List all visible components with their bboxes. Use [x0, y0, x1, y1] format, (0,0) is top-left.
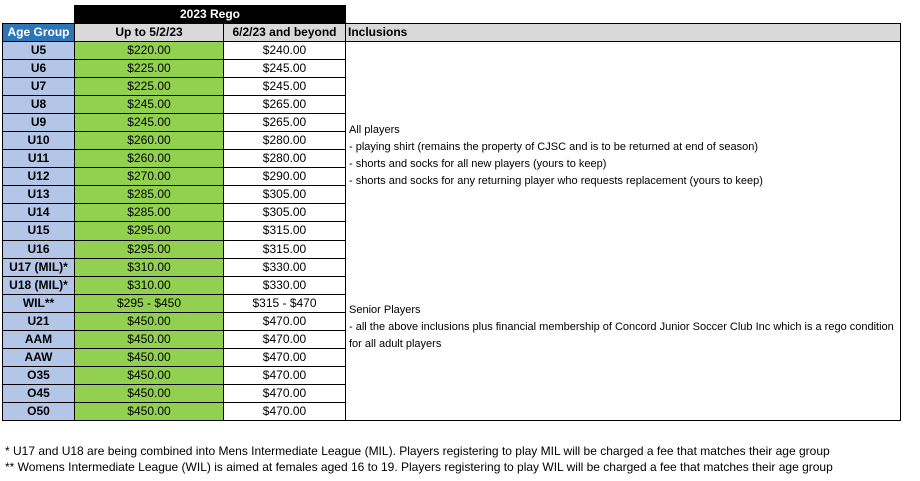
age-group-cell: O50 [3, 402, 75, 420]
late-price-cell: $470.00 [224, 348, 346, 366]
late-price-cell: $315.00 [224, 222, 346, 240]
late-price-cell: $280.00 [224, 150, 346, 168]
late-price-cell: $315.00 [224, 240, 346, 258]
age-group-cell: AAM [3, 330, 75, 348]
age-group-cell: U7 [3, 78, 75, 96]
all-players-inclusions [349, 122, 896, 190]
inclusion-item: - playing shirt (remains the property of CJSC and is to be returned at end of season) [349, 141, 759, 153]
age-group-cell: AAW [3, 348, 75, 366]
age-group-cell: U11 [3, 150, 75, 168]
late-price-cell: $245.00 [224, 60, 346, 78]
early-price-cell: $310.00 [75, 276, 224, 294]
early-price-cell: $295.00 [75, 240, 224, 258]
early-price-cell: $260.00 [75, 132, 224, 150]
early-price-cell: $260.00 [75, 150, 224, 168]
early-price-cell: $245.00 [75, 114, 224, 132]
early-price-cell: $450.00 [75, 366, 224, 384]
early-price-cell: $450.00 [75, 402, 224, 420]
late-price-cell: $330.00 [224, 258, 346, 276]
late-price-cell: $470.00 [224, 330, 346, 348]
age-group-cell: U13 [3, 186, 75, 204]
footnotes [5, 443, 833, 475]
early-price-cell: $270.00 [75, 168, 224, 186]
age-group-cell: U14 [3, 204, 75, 222]
age-group-cell: O45 [3, 384, 75, 402]
early-price-cell: $285.00 [75, 186, 224, 204]
age-group-header: Age Group [3, 24, 75, 42]
age-group-cell: U10 [3, 132, 75, 150]
late-price-cell: $470.00 [224, 366, 346, 384]
column-header-row [3, 24, 901, 42]
year-header-row [3, 6, 901, 24]
late-price-cell: $305.00 [224, 186, 346, 204]
age-group-cell: O35 [3, 366, 75, 384]
senior-players-inclusions [349, 302, 896, 353]
footnote-mil: * U17 and U18 are being combined into Mens Intermediate League (MIL). Players registering to play MIL will be charged a fee that matches their age group [5, 444, 830, 458]
early-price-cell: $450.00 [75, 330, 224, 348]
early-price-cell: $450.00 [75, 348, 224, 366]
early-price-cell: $225.00 [75, 60, 224, 78]
blank-cell [3, 6, 75, 24]
inclusion-item: - shorts and socks for all new players (yours to keep) [349, 158, 607, 170]
early-price-cell: $295.00 [75, 222, 224, 240]
early-price-cell: $450.00 [75, 384, 224, 402]
inclusion-item: - shorts and socks for any returning player who requests replacement (yours to keep) [349, 175, 763, 187]
early-price-cell: $220.00 [75, 42, 224, 60]
age-group-cell: U6 [3, 60, 75, 78]
inclusions-cell [346, 42, 901, 421]
late-price-cell: $470.00 [224, 402, 346, 420]
early-price-cell: $295 - $450 [75, 294, 224, 312]
inclusion-item: - all the above inclusions plus financial membership of Concord Junior Soccer Club Inc which is a rego condition for all adult players [349, 321, 894, 350]
blank-cell [346, 6, 901, 24]
age-group-cell: U15 [3, 222, 75, 240]
late-price-cell: $305.00 [224, 204, 346, 222]
late-price-cell: $265.00 [224, 96, 346, 114]
age-group-cell: U17 (MIL)* [3, 258, 75, 276]
late-price-cell: $280.00 [224, 132, 346, 150]
late-price-cell: $330.00 [224, 276, 346, 294]
footnote-wil: ** Womens Intermediate League (WIL) is aimed at females aged 16 to 19. Players registering to play WIL will be charged a fee that matches their age group [5, 460, 833, 474]
age-group-cell: U18 (MIL)* [3, 276, 75, 294]
late-price-cell: $290.00 [224, 168, 346, 186]
early-price-cell: $310.00 [75, 258, 224, 276]
age-group-cell: U5 [3, 42, 75, 60]
age-group-cell: WIL** [3, 294, 75, 312]
inclusions-header: Inclusions [346, 24, 901, 42]
late-price-cell: $470.00 [224, 312, 346, 330]
early-price-header: Up to 5/2/23 [75, 24, 224, 42]
late-price-cell: $240.00 [224, 42, 346, 60]
early-price-cell: $245.00 [75, 96, 224, 114]
late-price-cell: $315 - $470 [224, 294, 346, 312]
early-price-cell: $285.00 [75, 204, 224, 222]
age-group-cell: U12 [3, 168, 75, 186]
late-price-header: 6/2/23 and beyond [224, 24, 346, 42]
age-group-cell: U8 [3, 96, 75, 114]
age-group-cell: U9 [3, 114, 75, 132]
late-price-cell: $265.00 [224, 114, 346, 132]
late-price-cell: $470.00 [224, 384, 346, 402]
early-price-cell: $225.00 [75, 78, 224, 96]
late-price-cell: $245.00 [224, 78, 346, 96]
early-price-cell: $450.00 [75, 312, 224, 330]
year-header: 2023 Rego [75, 6, 346, 24]
age-group-cell: U16 [3, 240, 75, 258]
age-group-cell: U21 [3, 312, 75, 330]
rego-fee-table [2, 5, 901, 421]
table-row [3, 42, 901, 60]
senior-players-title: Senior Players [349, 304, 421, 316]
all-players-title: All players [349, 124, 400, 136]
